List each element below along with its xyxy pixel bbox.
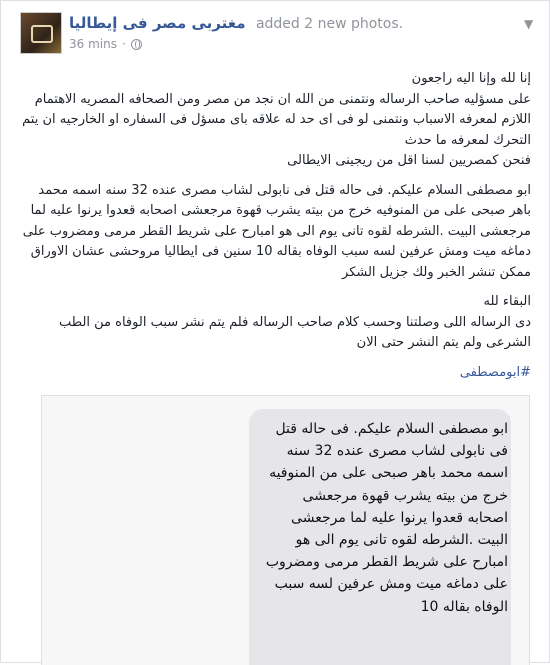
message-bubble-text: ابو مصطفى السلام عليكم. فى حاله قتل فى نابولى لشاب مصرى عنده 32 سنه اسمه محمد باهر صبحى على من المنوفيه خرج من بيته يشرب قهوة مرجعشى اصحابه قعدوا يرنوا عليه لما مرجعشى البيت .الشرطه لقوه تانى يوم الى هو امبارح على شريط القطر مرمى ومضروب على دماغه ميت ومش عرفين لسه سبب الوفاه بقاله 10 <box>265 421 508 615</box>
post-header <box>69 14 403 32</box>
post-paragraph: البقاء لله دى الرساله اللى وصلتنا وحسب كلام صاحب الرساله فلم يتم نشر سبب الوفاه من الطب الشرعى ولم يتم النشر حتى الان <box>59 294 531 350</box>
post-body <box>15 69 531 383</box>
post-paragraph: ابو مصطفى السلام عليكم. فى حاله قتل فى نابولى لشاب مصرى عنده 32 سنه اسمه محمد باهر صبحى على من المنوفيه خرج من بيته يشرب قهوة مرجعشى اصحابه قعدوا يرنوا عليه لما مرجعشى البيت .الشرطه لقوه تانى يوم الى هو امبارح على شريط القطر مرمى ومضروب على دماغه ميت ومش عرفين لسه سبب الوفاه بقاله 10 سنين فى ايطاليا مروحشى عشان الاوراق ممكن تنشر الخبر ولك جزيل الشكر <box>22 182 531 280</box>
post-timestamp[interactable]: 36 mins <box>69 37 117 51</box>
post-meta: 36 mins · <box>69 37 142 51</box>
hashtag-link[interactable]: #ابومصطفى <box>459 364 531 380</box>
post-paragraph: إنا لله وإنا اليه راجعون على مسؤليه صاحب الرساله ونتمنى من الله ان نجد من مصر ومن الصحافه المصريه الاهتمام اللازم لمعرفه الاسباب ونتمنى لو فى اى حد له علاقه باى مسؤل فى السفاره او الخارجيه ان يتم التحرك لمعرفه ما حدث فنحن كمصريين لسنا اقل من ريجينى الايطالى <box>22 71 531 168</box>
post-photo[interactable] <box>41 395 530 665</box>
page-avatar[interactable] <box>20 12 62 54</box>
post-action-text: added 2 new photos. <box>255 16 404 32</box>
globe-icon[interactable] <box>131 39 142 50</box>
page-name-link[interactable]: مغتربى مصر فى إيطاليا <box>69 14 246 32</box>
camera-icon <box>31 25 53 43</box>
chevron-down-icon[interactable]: ▼ <box>524 17 534 31</box>
